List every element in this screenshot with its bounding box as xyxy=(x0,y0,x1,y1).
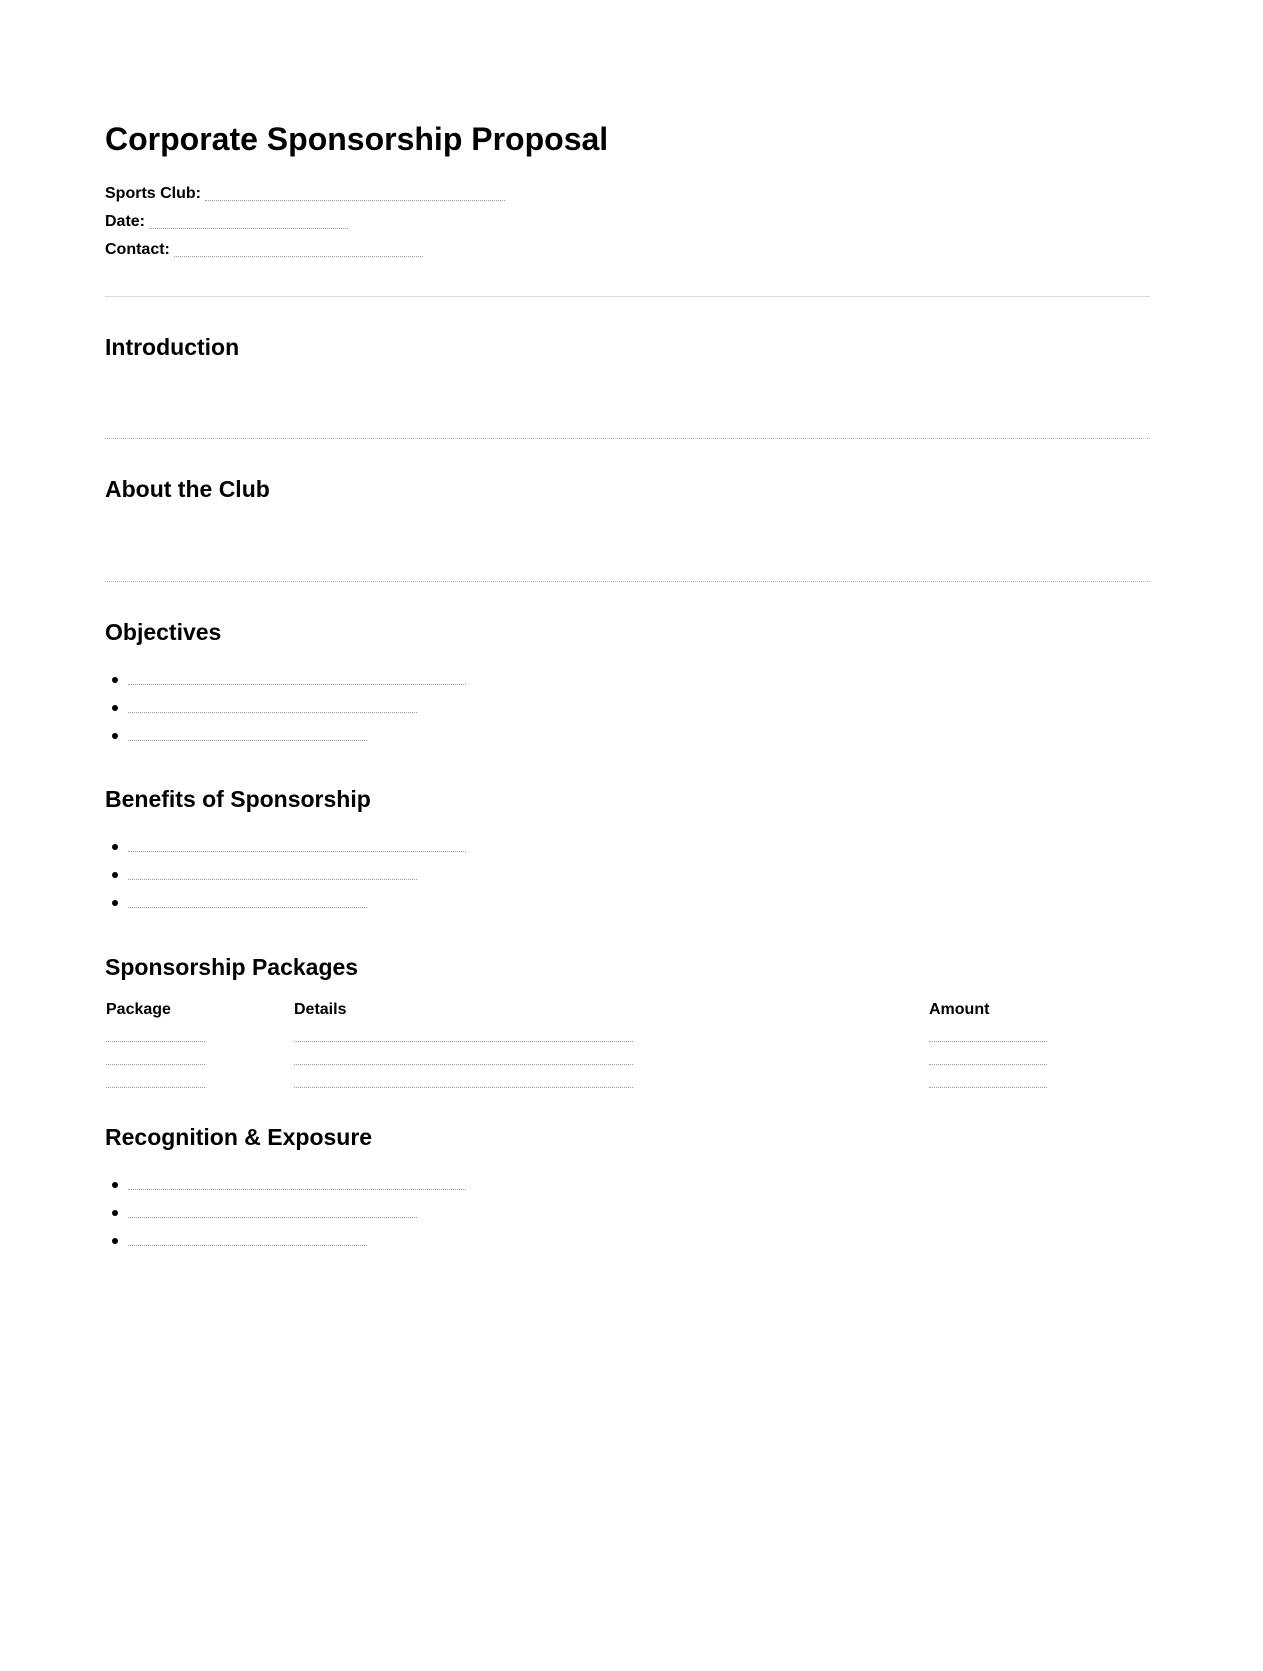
sports-club-field xyxy=(105,180,505,204)
amount-cell[interactable] xyxy=(929,1040,1047,1042)
packages-heading: Sponsorship Packages xyxy=(105,954,359,980)
sports-club-blank[interactable] xyxy=(205,199,505,201)
package-cell[interactable] xyxy=(106,1063,205,1065)
objective-blank[interactable] xyxy=(128,683,466,685)
package-cell[interactable] xyxy=(106,1086,205,1088)
bullet-icon xyxy=(112,733,118,739)
document-title: Corporate Sponsorship Proposal xyxy=(105,121,609,157)
about-divider xyxy=(105,581,1150,582)
bullet-icon xyxy=(112,872,118,878)
date-label: Date: xyxy=(105,213,146,230)
column-header-package: Package xyxy=(106,1001,171,1018)
recognition-heading: Recognition & Exposure xyxy=(105,1124,373,1150)
benefits-heading: Benefits of Sponsorship xyxy=(105,786,371,812)
recognition-blank[interactable] xyxy=(128,1216,417,1218)
benefit-blank[interactable] xyxy=(128,850,466,852)
contact-label: Contact: xyxy=(105,241,170,258)
objectives-heading: Objectives xyxy=(105,619,222,645)
sports-club-label: Sports Club: xyxy=(105,185,201,202)
column-header-details: Details xyxy=(294,1001,347,1018)
recognition-blank[interactable] xyxy=(128,1244,367,1246)
bullet-icon xyxy=(112,844,118,850)
details-cell[interactable] xyxy=(294,1063,633,1065)
objective-blank[interactable] xyxy=(128,711,417,713)
bullet-icon xyxy=(112,900,118,906)
details-cell[interactable] xyxy=(294,1086,633,1088)
objective-blank[interactable] xyxy=(128,739,367,741)
bullet-icon xyxy=(112,1238,118,1244)
date-blank[interactable] xyxy=(149,227,348,229)
package-cell[interactable] xyxy=(106,1040,205,1042)
benefit-blank[interactable] xyxy=(128,878,417,880)
details-cell[interactable] xyxy=(294,1040,633,1042)
contact-field xyxy=(105,236,423,260)
amount-cell[interactable] xyxy=(929,1063,1047,1065)
bullet-icon xyxy=(112,1182,118,1188)
benefit-blank[interactable] xyxy=(128,906,367,908)
amount-cell[interactable] xyxy=(929,1086,1047,1088)
about-heading: About the Club xyxy=(105,476,270,502)
column-header-amount: Amount xyxy=(929,1001,990,1018)
bullet-icon xyxy=(112,1210,118,1216)
contact-blank[interactable] xyxy=(174,255,423,257)
bullet-icon xyxy=(112,677,118,683)
bullet-icon xyxy=(112,705,118,711)
introduction-divider xyxy=(105,438,1150,439)
recognition-blank[interactable] xyxy=(128,1188,466,1190)
date-field xyxy=(105,208,348,232)
introduction-heading: Introduction xyxy=(105,334,240,360)
header-divider xyxy=(105,296,1150,297)
